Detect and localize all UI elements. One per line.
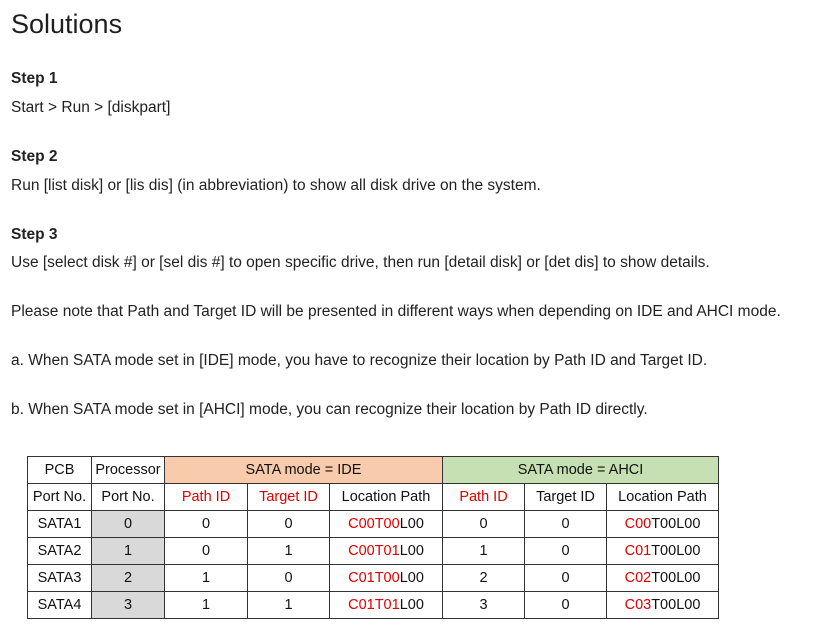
header-processor: Processor xyxy=(92,457,165,484)
ide-target-id: 1 xyxy=(248,538,330,565)
ahci-note: b. When SATA mode set in [AHCI] mode, you can recognize their location by Path ID directly. xyxy=(11,401,648,418)
ide-location-path: C00T00L00 xyxy=(330,511,443,538)
ahci-target-id: 0 xyxy=(525,565,607,592)
processor-port: 2 xyxy=(92,565,165,592)
header-ide-path-id: Path ID xyxy=(165,484,248,511)
ahci-location-path: C01T00L00 xyxy=(607,538,719,565)
header-pcb-port: Port No. xyxy=(28,484,92,511)
ide-path-id: 0 xyxy=(165,538,248,565)
pcb-port: SATA4 xyxy=(28,592,92,619)
header-ahci-target-id: Target ID xyxy=(525,484,607,511)
step-2-text: Run [list disk] or [lis dis] (in abbreviation) to show all disk drive on the system. xyxy=(11,177,541,194)
ide-location-path: C01T01L00 xyxy=(330,592,443,619)
pcb-port: SATA3 xyxy=(28,565,92,592)
table-header-row-2 xyxy=(28,484,719,511)
processor-port: 0 xyxy=(92,511,165,538)
sata-mapping-table xyxy=(27,456,719,619)
ahci-target-id: 0 xyxy=(525,592,607,619)
ide-target-id: 0 xyxy=(248,511,330,538)
header-ahci-path-id: Path ID xyxy=(443,484,525,511)
ahci-location-path: C03T00L00 xyxy=(607,592,719,619)
table-row xyxy=(28,592,719,619)
ahci-location-path: C02T00L00 xyxy=(607,565,719,592)
header-ide-target-id: Target ID xyxy=(248,484,330,511)
ahci-target-id: 0 xyxy=(525,511,607,538)
header-ahci-mode: SATA mode = AHCI xyxy=(443,457,719,484)
table-row xyxy=(28,538,719,565)
pcb-port: SATA1 xyxy=(28,511,92,538)
step-3-text: Use [select disk #] or [sel dis #] to open specific drive, then run [detail disk] or [det dis] to show details. xyxy=(11,254,710,271)
ide-target-id: 0 xyxy=(248,565,330,592)
table-row xyxy=(28,511,719,538)
header-ide-mode: SATA mode = IDE xyxy=(165,457,443,484)
ide-target-id: 1 xyxy=(248,592,330,619)
step-3-heading: Step 3 xyxy=(11,226,58,243)
table-header-row-1 xyxy=(28,457,719,484)
header-processor-port: Port No. xyxy=(92,484,165,511)
step-2-heading: Step 2 xyxy=(11,148,58,165)
step-1-heading: Step 1 xyxy=(11,70,58,87)
ide-path-id: 0 xyxy=(165,511,248,538)
processor-port: 3 xyxy=(92,592,165,619)
ide-location-path: C01T00L00 xyxy=(330,565,443,592)
header-pcb: PCB xyxy=(28,457,92,484)
pcb-port: SATA2 xyxy=(28,538,92,565)
ahci-target-id: 0 xyxy=(525,538,607,565)
step-1-text: Start > Run > [diskpart] xyxy=(11,99,171,116)
table-row xyxy=(28,565,719,592)
page-title: Solutions xyxy=(11,9,123,39)
ide-path-id: 1 xyxy=(165,592,248,619)
processor-port: 1 xyxy=(92,538,165,565)
ide-path-id: 1 xyxy=(165,565,248,592)
mode-note: Please note that Path and Target ID will be presented in different ways when depending on IDE and AHCI mode. xyxy=(11,303,781,320)
ahci-path-id: 2 xyxy=(443,565,525,592)
ahci-location-path: C00T00L00 xyxy=(607,511,719,538)
ide-location-path: C00T01L00 xyxy=(330,538,443,565)
header-ahci-location-path: Location Path xyxy=(607,484,719,511)
header-ide-location-path: Location Path xyxy=(330,484,443,511)
ahci-path-id: 3 xyxy=(443,592,525,619)
ide-note: a. When SATA mode set in [IDE] mode, you have to recognize their location by Path ID and Target ID. xyxy=(11,352,708,369)
ahci-path-id: 1 xyxy=(443,538,525,565)
ahci-path-id: 0 xyxy=(443,511,525,538)
